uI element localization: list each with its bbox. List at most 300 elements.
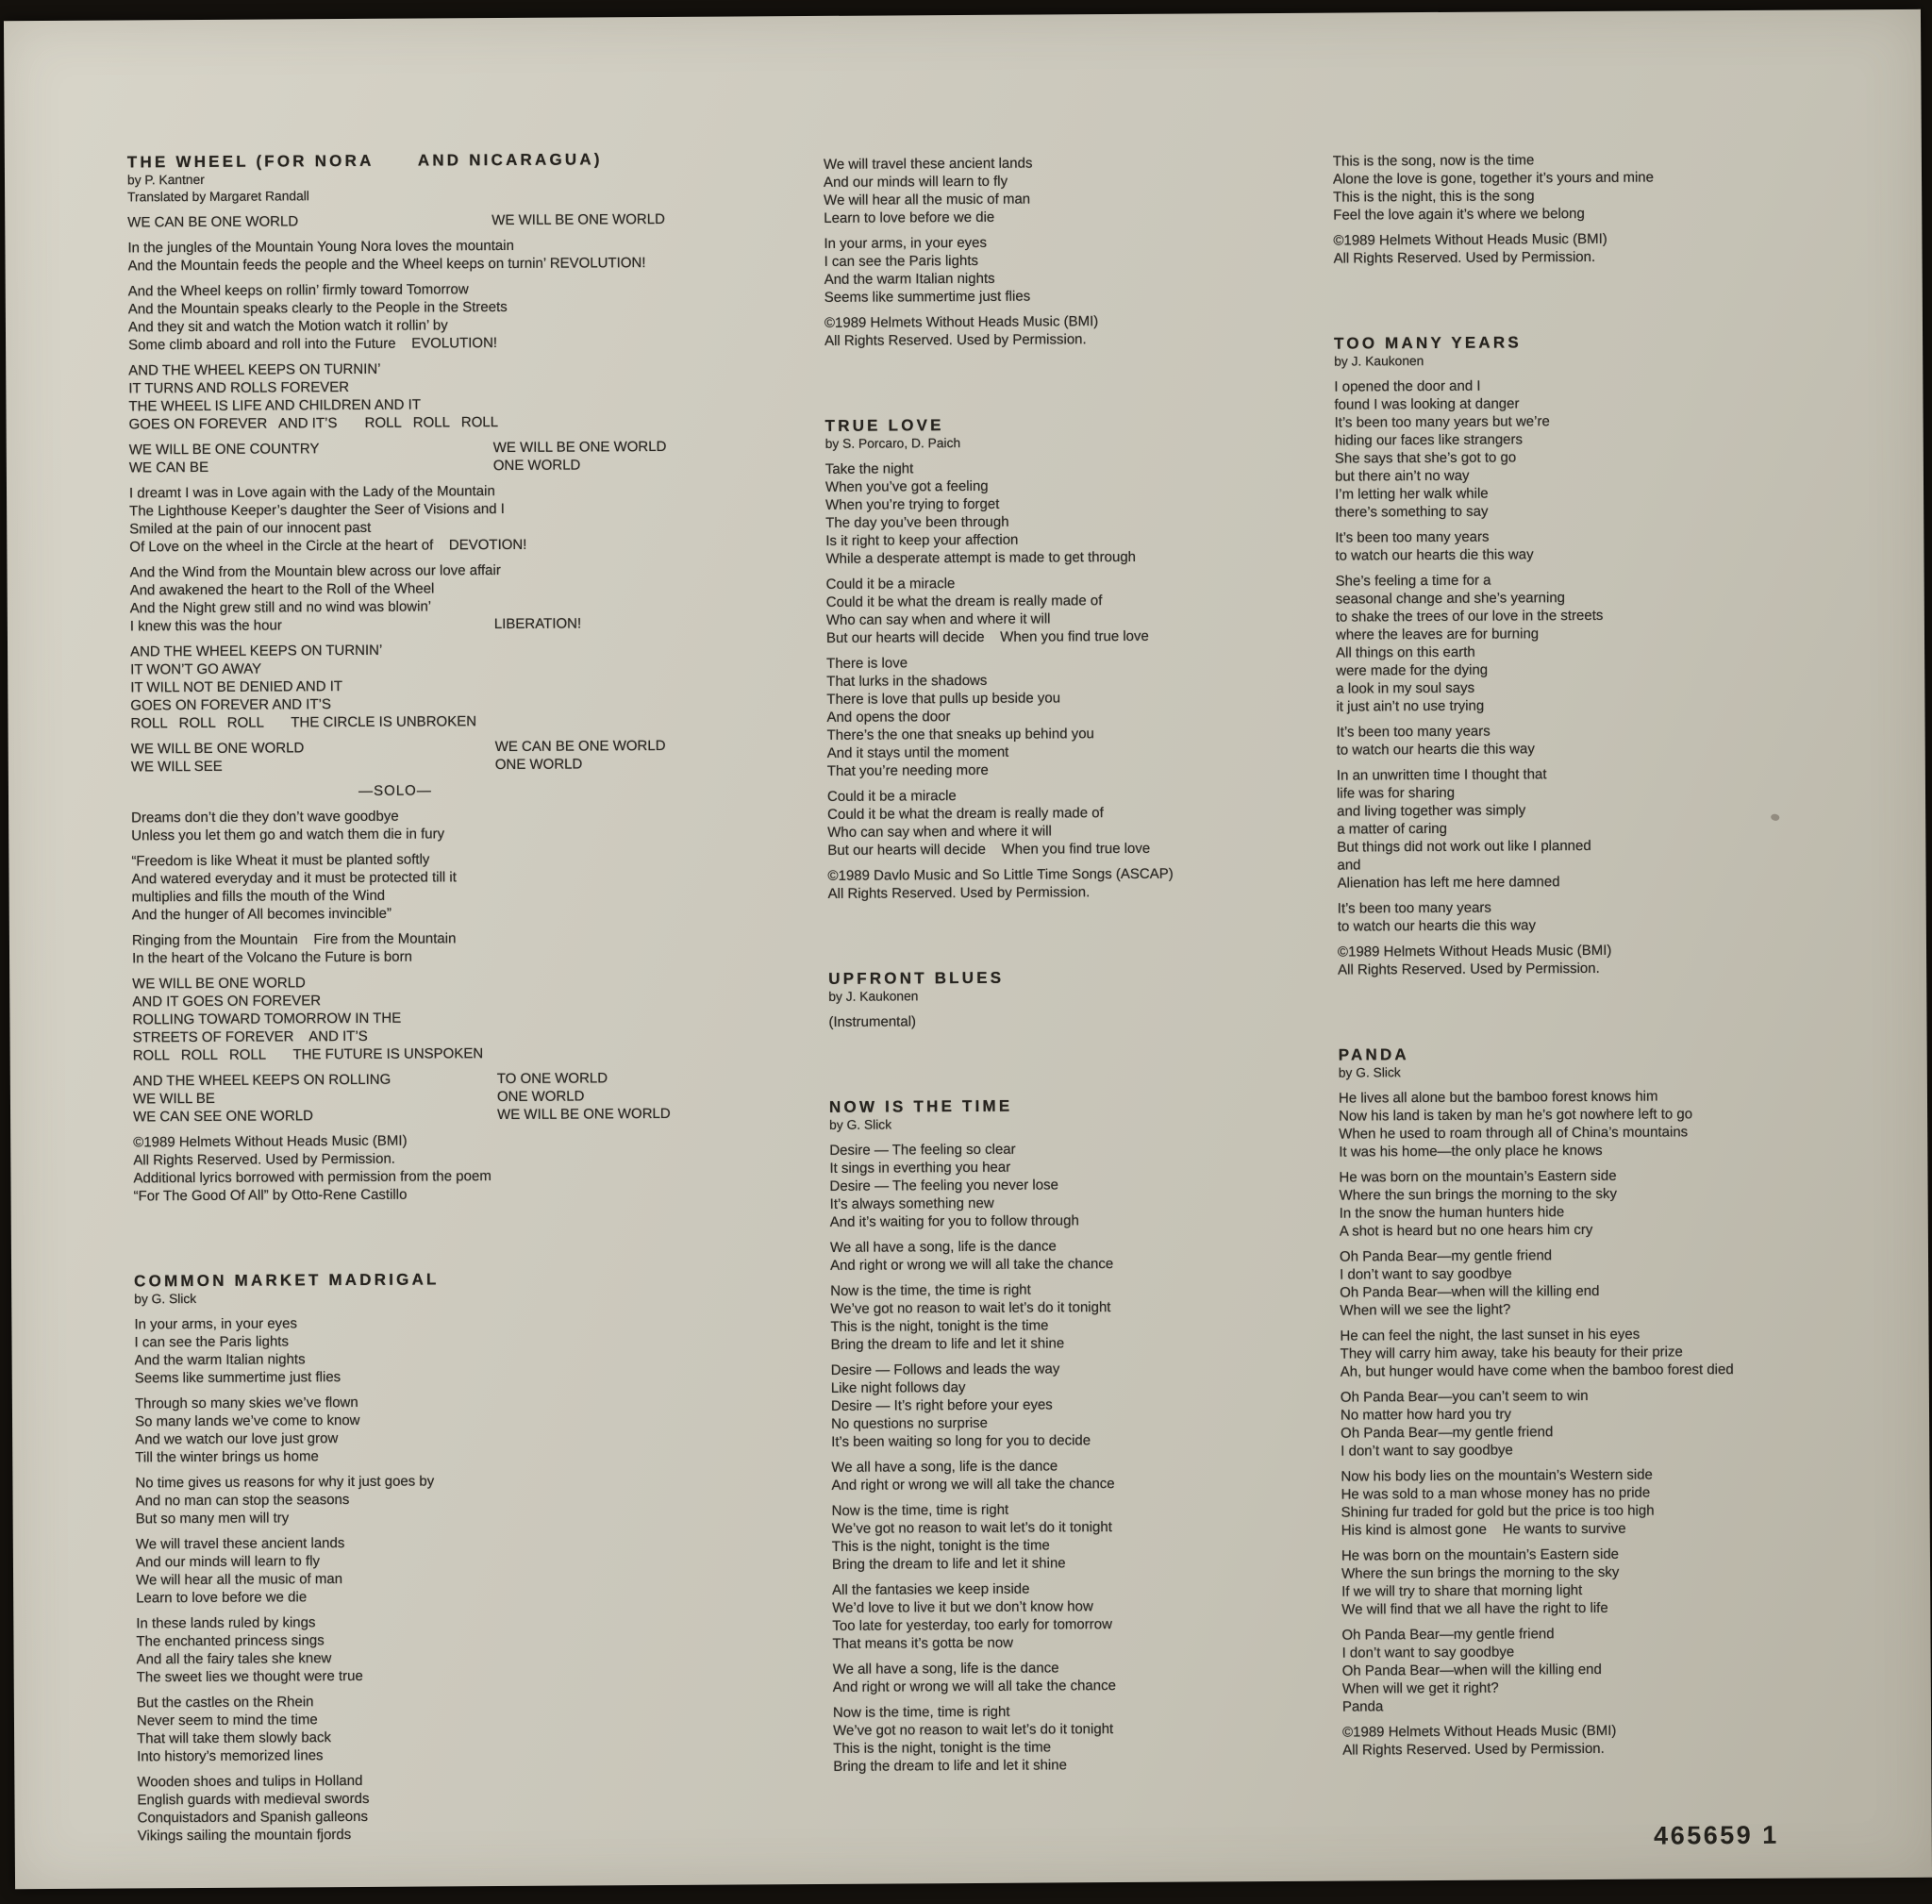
lyric-line: And they sit and watch the Motion watch it rollin’ by bbox=[127, 317, 448, 336]
lyric-line: He was born on the mountain’s Eastern side bbox=[1341, 1545, 1620, 1564]
lyric-line: We all have a song, life is the dance bbox=[832, 1660, 1059, 1678]
lyric-line: Is it right to keep your affection bbox=[825, 531, 1019, 549]
lyric-line: She says that she’s got to go bbox=[1334, 449, 1517, 467]
lyric-line: This is the night, tonight is the time bbox=[831, 1537, 1050, 1555]
lyric-line: Oh Panda Bear—when will the killing end bbox=[1340, 1282, 1600, 1301]
lyric-line: We will hear all the music of man bbox=[136, 1571, 343, 1589]
lyric-line: No matter how hard you try bbox=[1340, 1406, 1511, 1424]
lyric-line-right: WE WILL BE ONE WORLD bbox=[492, 438, 667, 457]
lyric-line: All the fantasies we keep inside bbox=[832, 1580, 1030, 1598]
lyric-line: I dreamt I was in Love again with the Lady of the Mountain bbox=[128, 483, 495, 502]
lyric-line: And the warm Italian nights bbox=[824, 270, 995, 288]
lyric-line: And the Wind from the Mountain blew across our love affair bbox=[129, 562, 501, 581]
song-credit: by P. Kantner bbox=[126, 172, 205, 188]
lyric-line: All Rights Reserved. Used by Permission. bbox=[133, 1150, 396, 1169]
lyric-line: I don’t want to say goodbye bbox=[1340, 1265, 1512, 1283]
lyric-line: All Rights Reserved. Used by Permission. bbox=[1333, 248, 1596, 267]
lyric-line: Oh Panda Bear—my gentle friend bbox=[1339, 1247, 1553, 1265]
lyric-line: ©1989 Helmets Without Heads Music (BMI) bbox=[1342, 1722, 1617, 1741]
lyric-line: Oh Panda Bear—my gentle friend bbox=[1341, 1424, 1554, 1442]
lyric-line: All Rights Reserved. Used by Permission. bbox=[827, 884, 1091, 902]
copyright-block bbox=[827, 864, 1341, 903]
lyric-line: Shining fur traded for gold but the price is too high bbox=[1341, 1502, 1655, 1521]
lyric-line: She’s feeling a time for a bbox=[1335, 572, 1491, 590]
lyric-line: I don’t want to say goodbye bbox=[1341, 1644, 1515, 1662]
lyric-line: Could it be what the dream is really made of bbox=[827, 805, 1104, 823]
lyric-line: I can see the Paris lights bbox=[824, 252, 979, 270]
lyric-line: And our minds will learn to fly bbox=[135, 1553, 321, 1571]
lyric-line: but there ain’t no way bbox=[1334, 467, 1470, 485]
lyric-line: Oh Panda Bear—you can’t seem to win bbox=[1340, 1387, 1589, 1406]
lyric-line: WE WILL BE ONE WORLD bbox=[132, 975, 306, 993]
lyric-line: where the leaves are for burning bbox=[1335, 626, 1540, 643]
lyric-line: In the heart of the Volcano the Future is born bbox=[131, 948, 412, 967]
lyric-line-left: I knew this was the hour bbox=[129, 617, 282, 635]
lyric-line-right: ONE WORLD bbox=[494, 756, 583, 774]
lyric-line: We’d love to live it but we don’t know how bbox=[832, 1598, 1093, 1616]
lyric-line-left: WE CAN SEE ONE WORLD bbox=[133, 1108, 313, 1126]
lyric-line: ©1989 Davlo Music and So Little Time Songs (ASCAP) bbox=[827, 865, 1174, 884]
lyric-line: Ringing from the Mountain Fire from the Mountain bbox=[131, 930, 457, 949]
lyric-line-left: WE WILL BE ONE COUNTRY bbox=[128, 441, 320, 459]
lyric-line: Now his land is taken by man he’s got nowhere left to go bbox=[1339, 1106, 1693, 1125]
stanza bbox=[128, 358, 740, 433]
lyric-line: And the Wheel keeps on rollin’ firmly toward Tomorrow bbox=[127, 281, 469, 300]
lyric-line: Vikings sailing the mountain fjords bbox=[137, 1827, 352, 1845]
lyric-line: I opened the door and I bbox=[1334, 377, 1481, 395]
stanza bbox=[131, 736, 742, 776]
lyric-line-right: ONE WORLD bbox=[492, 457, 581, 475]
lyric-line: And the Mountain feeds the people and the Wheel keeps on turnin’ REVOLUTION! bbox=[127, 255, 646, 275]
lyric-line-left: AND THE WHEEL KEEPS ON ROLLING bbox=[132, 1071, 391, 1090]
stanza bbox=[130, 639, 742, 732]
lyric-line: IT WON’T GO AWAY bbox=[130, 660, 262, 678]
lyric-line: Bring the dream to life and let it shine bbox=[831, 1555, 1066, 1573]
lyric-line: It’s been too many years but we’re bbox=[1334, 413, 1550, 431]
lyric-line: No questions no surprise bbox=[831, 1414, 989, 1432]
stanza bbox=[1341, 1464, 1916, 1540]
lyric-line: I don’t want to say goodbye bbox=[1341, 1442, 1513, 1460]
stanza bbox=[1341, 1385, 1916, 1461]
lyric-line: Could it be a miracle bbox=[826, 788, 957, 805]
stanza bbox=[131, 848, 742, 924]
lyric-line: His kind is almost gone He wants to survive bbox=[1341, 1520, 1626, 1539]
stanza bbox=[830, 1236, 1344, 1275]
lyric-line: Smiled at the pain of our innocent past bbox=[129, 519, 372, 538]
stanza bbox=[137, 1690, 748, 1765]
stanza bbox=[136, 1531, 747, 1607]
lyric-line: And right or wrong we will all take the chance bbox=[831, 1476, 1115, 1494]
song-title: TRUE LOVE bbox=[824, 416, 944, 435]
stanza bbox=[824, 153, 1338, 227]
lyric-line: Bring the dream to life and let it shine bbox=[830, 1335, 1065, 1353]
lyric-line: Additional lyrics borrowed with permission from the poem bbox=[133, 1168, 491, 1187]
solo-marker: —SOLO— bbox=[358, 782, 432, 799]
copyright-block bbox=[133, 1129, 744, 1205]
lyric-line: Where the sun brings the morning to the sky bbox=[1341, 1563, 1620, 1582]
lyric-line: But our hearts will decide When you find true love bbox=[825, 627, 1149, 646]
lyric-line: When you’ve got a feeling bbox=[824, 477, 989, 495]
stanza bbox=[832, 1578, 1346, 1653]
stanza bbox=[825, 458, 1341, 568]
lyric-line: THE WHEEL IS LIFE AND CHILDREN AND IT bbox=[128, 396, 422, 415]
lyric-sheet bbox=[4, 9, 1932, 1889]
lyric-line: And all the fairy tales she knew bbox=[136, 1650, 332, 1668]
stanza bbox=[827, 785, 1341, 860]
lyric-line: Who can say when and where it will bbox=[825, 610, 1051, 628]
lyric-line-left: WE WILL SEE bbox=[130, 758, 223, 776]
song-title: PANDA bbox=[1338, 1045, 1409, 1064]
lyric-line: And the Mountain speaks clearly to the People in the Streets bbox=[127, 298, 508, 318]
lyric-line: Into history’s memorized lines bbox=[137, 1747, 324, 1765]
lyric-line bbox=[127, 209, 739, 231]
lyric-line: And opens the door bbox=[826, 709, 951, 726]
lyric-line: But the castles on the Rhein bbox=[136, 1694, 314, 1712]
lyric-line: Desire — Follows and leads the way bbox=[830, 1361, 1060, 1378]
lyric-line: Bring the dream to life and let it shine bbox=[833, 1757, 1067, 1775]
lyric-line: hiding our faces like strangers bbox=[1334, 431, 1524, 449]
lyric-line: multiplies and fills the mouth of the Wind bbox=[131, 887, 386, 906]
lyric-line: Desire — The feeling you never lose bbox=[829, 1177, 1058, 1194]
lyric-line: Unless you let them go and watch them die in fury bbox=[131, 826, 445, 844]
lyric-line: No time gives us reasons for why it just goes by bbox=[135, 1473, 435, 1492]
lyric-line: If we will try to share that morning light bbox=[1341, 1582, 1583, 1600]
lyric-line: In the snow the human hunters hide bbox=[1339, 1204, 1565, 1222]
lyric-line-left: WE WILL BE bbox=[132, 1090, 215, 1108]
stanza bbox=[127, 235, 739, 275]
lyric-line: In your arms, in your eyes bbox=[134, 1315, 298, 1333]
lyric-line: All Rights Reserved. Used by Permission. bbox=[1338, 960, 1600, 978]
lyric-line: He was sold to a man whose money has no pride bbox=[1341, 1484, 1651, 1503]
song-title: THE WHEEL (FOR NORA AND NICARAGUA) bbox=[126, 150, 603, 172]
lyric-line: AND THE WHEEL KEEPS ON TURNIN’ bbox=[128, 360, 381, 379]
lyric-line: a matter of caring bbox=[1337, 820, 1448, 838]
lyric-line: and bbox=[1337, 857, 1361, 874]
lyric-line: to shake the trees of our love in the streets bbox=[1335, 607, 1604, 626]
lyric-line: And watered everyday and it must be protected till it bbox=[131, 869, 457, 888]
stanza bbox=[1338, 896, 1913, 936]
stanza bbox=[833, 1658, 1347, 1696]
lyric-line bbox=[133, 1104, 744, 1126]
stanza bbox=[830, 1279, 1344, 1354]
song-title: UPFRONT BLUES bbox=[828, 968, 1005, 988]
song-credit: by S. Porcaro, D. Paich bbox=[824, 436, 961, 451]
lyric-line: We will find that we all have the right to life bbox=[1341, 1599, 1608, 1618]
lyric-line: That you’re needing more bbox=[826, 761, 989, 779]
copyright-block bbox=[1333, 228, 1908, 268]
lyric-line: A shot is heard but no one hears him cry bbox=[1339, 1221, 1593, 1240]
lyric-line: And the warm Italian nights bbox=[134, 1351, 306, 1369]
lyric-line: Wooden shoes and tulips in Holland bbox=[137, 1772, 363, 1791]
lyric-line: Ah, but hunger would have come when the bamboo forest died bbox=[1340, 1361, 1734, 1380]
stanza bbox=[828, 1010, 1342, 1031]
lyric-line-left: WE CAN BE ONE WORLD bbox=[127, 213, 299, 231]
stanza bbox=[1340, 1244, 1915, 1320]
lyric-line: ROLLING TOWARD TOMORROW IN THE bbox=[132, 1010, 402, 1028]
stanza bbox=[832, 1499, 1346, 1574]
lyric-line: were made for the dying bbox=[1336, 661, 1489, 679]
lyric-line: English guards with medieval swords bbox=[137, 1790, 370, 1809]
lyric-line: Alone the love is gone, together it’s yours and mine bbox=[1332, 169, 1655, 188]
lyric-line: All Rights Reserved. Used by Permission. bbox=[824, 331, 1087, 349]
lyric-line: They will carry him away, take his beauty for their prize bbox=[1340, 1344, 1683, 1362]
copyright-block bbox=[824, 311, 1339, 350]
lyric-line: He lives all alone but the bamboo forest knows him bbox=[1338, 1088, 1658, 1107]
lyric-line: It’s been too many years bbox=[1335, 528, 1490, 546]
lyric-line: a look in my soul says bbox=[1336, 679, 1475, 697]
lyric-line: And no man can stop the seasons bbox=[135, 1492, 350, 1510]
stanza bbox=[1339, 1165, 1914, 1241]
lyric-line: When you’re trying to forget bbox=[825, 495, 1000, 513]
stanza bbox=[833, 1701, 1347, 1776]
lyric-line: Could it be what the dream is really made of bbox=[825, 593, 1103, 610]
copyright-block bbox=[1338, 940, 1913, 979]
stanza bbox=[137, 1769, 748, 1845]
lyric-line: And the Night grew still and no wind was blowin’ bbox=[129, 598, 432, 617]
lyric-line: AND IT GOES ON FOREVER bbox=[132, 993, 322, 1010]
lyric-line: It was his home—the only place he knows bbox=[1339, 1142, 1603, 1161]
lyric-line: Now is the time, time is right bbox=[831, 1501, 1009, 1519]
lyric-line: Through so many skies we’ve flown bbox=[134, 1394, 358, 1412]
lyric-line: Of Love on the wheel in the Circle at the heart of DEVOTION! bbox=[129, 536, 527, 556]
lyric-line: (Instrumental) bbox=[828, 1013, 917, 1030]
stanza bbox=[133, 1068, 744, 1126]
lyric-line: Learn to love before we die bbox=[136, 1589, 308, 1607]
lyric-line: Desire — The feeling so clear bbox=[829, 1141, 1016, 1159]
lyric-line: life was for sharing bbox=[1336, 784, 1456, 802]
lyric-line: We all have a song, life is the dance bbox=[831, 1458, 1058, 1476]
lyric-line: Now his body lies on the mountain’s Western side bbox=[1341, 1466, 1653, 1485]
stanza bbox=[831, 1359, 1346, 1451]
lyric-line: Oh Panda Bear—when will the killing end bbox=[1341, 1661, 1602, 1679]
lyric-line: and living together was simply bbox=[1337, 802, 1526, 820]
lyric-line: “For The Good Of All” by Otto-Rene Castillo bbox=[133, 1186, 408, 1205]
lyric-line: seasonal change and she’s yearning bbox=[1335, 590, 1566, 608]
stanza bbox=[134, 1311, 745, 1387]
lyric-line: We all have a song, life is the dance bbox=[829, 1238, 1057, 1256]
lyric-line: And the hunger of All becomes invincible” bbox=[131, 905, 391, 924]
stanza bbox=[127, 209, 739, 231]
stanza bbox=[1339, 1086, 1914, 1161]
stanza bbox=[826, 573, 1341, 647]
lyric-line: Seems like summertime just flies bbox=[134, 1369, 341, 1387]
song-title: TOO MANY YEARS bbox=[1334, 333, 1522, 353]
lyric-line: there’s something to say bbox=[1335, 503, 1489, 521]
lyric-line: ROLL ROLL ROLL THE CIRCLE IS UNBROKEN bbox=[130, 713, 477, 732]
lyric-line: IT TURNS AND ROLLS FOREVER bbox=[128, 378, 350, 397]
lyric-line: When he used to roam through all of China’s mountains bbox=[1339, 1124, 1689, 1143]
lyric-line-left: WE WILL BE ONE WORLD bbox=[130, 740, 305, 758]
lyric-line-right: TO ONE WORLD bbox=[496, 1070, 608, 1088]
lyric-line bbox=[131, 754, 742, 776]
lyric-line: We will hear all the music of man bbox=[824, 191, 1031, 209]
stanza bbox=[128, 278, 740, 354]
stanza bbox=[1341, 1623, 1918, 1716]
stanza bbox=[129, 437, 741, 476]
lyric-line: Now is the time, time is right bbox=[832, 1703, 1010, 1721]
lyric-line: He can feel the night, the last sunset in his eyes bbox=[1340, 1326, 1641, 1344]
lyric-line: In the jungles of the Mountain Young Nora loves the mountain bbox=[127, 237, 514, 257]
song-credit: by G. Slick bbox=[1338, 1065, 1401, 1080]
lyric-line: In an unwritten time I thought that bbox=[1336, 766, 1547, 784]
lyric-line: When will we see the light? bbox=[1340, 1301, 1511, 1319]
lyric-line: it just ain’t no use trying bbox=[1336, 697, 1485, 715]
lyric-line: “Freedom is like Wheat it must be planted softly bbox=[131, 851, 430, 870]
stanza bbox=[829, 1139, 1344, 1231]
stanza bbox=[1337, 720, 1912, 760]
song-title: NOW IS THE TIME bbox=[828, 1096, 1013, 1116]
stanza bbox=[1337, 763, 1913, 893]
stanza bbox=[1335, 526, 1910, 565]
lyric-line: Panda bbox=[1341, 1698, 1384, 1715]
lyric-line: There is love that pulls up beside you bbox=[826, 690, 1061, 708]
lyric-line: to watch our hearts die this way bbox=[1337, 917, 1537, 935]
stanza bbox=[1333, 149, 1908, 225]
lyric-line bbox=[129, 455, 741, 476]
lyric-line: ©1989 Helmets Without Heads Music (BMI) bbox=[133, 1132, 408, 1151]
stanza bbox=[1336, 569, 1912, 716]
lyric-line: We’ve got no reason to wait let’s do it tonight bbox=[830, 1299, 1111, 1317]
lyric-line: The enchanted princess sings bbox=[136, 1632, 325, 1650]
lyric-line: But our hearts will decide When you find true love bbox=[827, 840, 1151, 859]
lyric-line: In these lands ruled by kings bbox=[136, 1614, 316, 1632]
lyrics-column-left bbox=[127, 148, 749, 1845]
stanza bbox=[824, 232, 1338, 307]
lyric-line: There is love bbox=[826, 655, 908, 672]
lyric-line: AND THE WHEEL KEEPS ON TURNIN’ bbox=[130, 642, 383, 660]
lyric-line: But so many men will try bbox=[135, 1510, 290, 1528]
lyric-line: And right or wrong we will all take the chance bbox=[829, 1256, 1114, 1274]
lyric-line-right: LIBERATION! bbox=[493, 615, 582, 633]
lyric-line: We’ve got no reason to wait let’s do it tonight bbox=[833, 1721, 1114, 1739]
lyric-line-right: WE CAN BE ONE WORLD bbox=[494, 737, 666, 756]
lyric-line: Conquistadors and Spanish galleons bbox=[137, 1808, 369, 1827]
lyric-line: That lurks in the shadows bbox=[826, 672, 988, 690]
lyric-line: Feel the love again it’s where we belong bbox=[1333, 205, 1585, 224]
lyric-line: And we watch our love just grow bbox=[135, 1430, 339, 1448]
lyric-line: We will travel these ancient lands bbox=[823, 155, 1033, 173]
lyric-line: It’s been too many years bbox=[1336, 723, 1491, 741]
lyric-line: He was born on the mountain’s Eastern side bbox=[1339, 1167, 1617, 1186]
lyric-line: Dreams don’t die they don’t wave goodbye bbox=[131, 808, 399, 827]
song-credit: by J. Kaukonen bbox=[828, 989, 919, 1004]
stanza bbox=[132, 927, 743, 967]
lyric-line: Some climb aboard and roll into the Future EVOLUTION! bbox=[128, 335, 498, 354]
lyric-line: Oh Panda Bear—my gentle friend bbox=[1341, 1626, 1555, 1644]
lyric-line: And right or wrong we will all take the chance bbox=[832, 1678, 1116, 1695]
lyric-line: GOES ON FOREVER AND IT’S bbox=[130, 696, 332, 714]
lyric-line: This is the night, tonight is the time bbox=[833, 1739, 1052, 1757]
stanza bbox=[1340, 1324, 1915, 1381]
song-credit: by J. Kaukonen bbox=[1334, 354, 1424, 369]
lyric-line: That means it’s gotta be now bbox=[832, 1634, 1014, 1652]
lyric-line: Take the night bbox=[824, 460, 914, 477]
lyric-line: ©1989 Helmets Without Heads Music (BMI) bbox=[1337, 942, 1612, 960]
lyric-line: Where the sun brings the morning to the sky bbox=[1339, 1185, 1617, 1204]
copyright-block bbox=[1342, 1720, 1918, 1760]
lyric-line: And it stays until the moment bbox=[826, 743, 1009, 761]
lyric-line: It’s always something new bbox=[829, 1194, 994, 1212]
song-credit: by G. Slick bbox=[134, 1292, 197, 1307]
lyric-line: STREETS OF FOREVER AND IT’S bbox=[132, 1027, 368, 1046]
lyric-line: Like night follows day bbox=[830, 1379, 966, 1396]
lyric-line: Till the winter brings us home bbox=[135, 1448, 319, 1466]
lyric-line: This is the song, now is the time bbox=[1332, 152, 1535, 170]
lyric-line: Too late for yesterday, too early for tomorrow bbox=[832, 1616, 1112, 1634]
lyric-line: to watch our hearts die this way bbox=[1335, 546, 1534, 564]
lyric-line: Alienation has left me here damned bbox=[1337, 874, 1560, 892]
lyric-line: While a desperate attempt is made to get through bbox=[825, 548, 1137, 567]
stanza bbox=[135, 1470, 746, 1528]
lyric-line: The day you’ve been through bbox=[825, 513, 1009, 531]
song-credit: by G. Slick bbox=[829, 1117, 892, 1132]
lyric-line: Learn to love before we die bbox=[824, 209, 995, 226]
song-title: COMMON MARKET MADRIGAL bbox=[134, 1270, 440, 1291]
lyric-line: It’s been waiting so long for you to decide bbox=[831, 1432, 1091, 1450]
stanza bbox=[1341, 1544, 1917, 1619]
catalog-number: 465659 1 bbox=[1654, 1820, 1779, 1850]
lyric-line: There’s the one that sneaks up behind you bbox=[826, 726, 1094, 743]
lyric-line: So many lands we’ve come to know bbox=[134, 1411, 360, 1430]
stanza bbox=[831, 1456, 1345, 1495]
lyric-line: Desire — It’s right before your eyes bbox=[830, 1396, 1053, 1414]
lyric-line: We’ve got no reason to wait let’s do it tonight bbox=[831, 1519, 1112, 1537]
lyric-line: This is the night, tonight is the time bbox=[830, 1317, 1049, 1335]
stanza bbox=[132, 971, 744, 1064]
lyric-line: And our minds will learn to fly bbox=[823, 173, 1008, 191]
lyric-line: In your arms, in your eyes bbox=[824, 234, 988, 252]
lyric-line-right: WE WILL BE ONE WORLD bbox=[497, 1105, 671, 1124]
lyric-line-right: ONE WORLD bbox=[496, 1088, 585, 1106]
lyric-line: It’s been too many years bbox=[1337, 899, 1491, 917]
lyric-line: ROLL ROLL ROLL THE FUTURE IS UNSPOKEN bbox=[132, 1045, 484, 1064]
lyric-line-right: WE WILL BE ONE WORLD bbox=[491, 210, 665, 229]
lyric-line: ©1989 Helmets Without Heads Music (BMI) bbox=[1333, 230, 1607, 249]
lyric-line: When will we get it right? bbox=[1341, 1679, 1499, 1697]
lyric-line: ©1989 Helmets Without Heads Music (BMI) bbox=[824, 313, 1099, 331]
lyric-line: GOES ON FOREVER AND IT’S ROLL ROLL ROLL bbox=[128, 414, 499, 433]
song-credit: Translated by Margaret Randall bbox=[127, 189, 309, 205]
lyric-line: The sweet lies we thought were true bbox=[136, 1667, 363, 1686]
lyric-line bbox=[130, 613, 741, 635]
lyric-line: That will take them slowly back bbox=[137, 1729, 332, 1747]
lyric-line: We will travel these ancient lands bbox=[135, 1535, 345, 1553]
lyric-line: Now is the time, the time is right bbox=[830, 1281, 1031, 1299]
lyrics-column-right bbox=[1333, 142, 1918, 1760]
lyric-line: Could it be a miracle bbox=[825, 576, 956, 593]
stanza bbox=[129, 560, 741, 635]
lyric-line: And awakened the heart to the Roll of the Wheel bbox=[129, 580, 435, 599]
lyric-line: This is the night, this is the song bbox=[1333, 188, 1535, 206]
stanza bbox=[135, 1391, 746, 1466]
lyric-line: IT WILL NOT BE DENIED AND IT bbox=[130, 678, 343, 696]
lyric-line: Never seem to mind the time bbox=[136, 1712, 318, 1729]
stanza bbox=[131, 805, 742, 844]
lyric-line: found I was looking at danger bbox=[1334, 395, 1520, 413]
lyric-line: I’m letting her walk while bbox=[1335, 485, 1489, 503]
lyric-line: All things on this earth bbox=[1336, 643, 1475, 661]
lyric-line: Who can say when and where it will bbox=[827, 823, 1052, 841]
stanza bbox=[129, 480, 741, 556]
stanza bbox=[136, 1611, 747, 1686]
lyric-line: And it’s waiting for you to follow through bbox=[829, 1212, 1079, 1230]
lyric-line: All Rights Reserved. Used by Permission. bbox=[1342, 1740, 1605, 1759]
stanza bbox=[826, 652, 1341, 780]
lyric-line-left: WE CAN BE bbox=[128, 459, 209, 476]
lyric-line: Seems like summertime just flies bbox=[824, 288, 1031, 306]
stanza bbox=[1334, 375, 1910, 522]
lyric-line: to watch our hearts die this way bbox=[1336, 741, 1535, 759]
